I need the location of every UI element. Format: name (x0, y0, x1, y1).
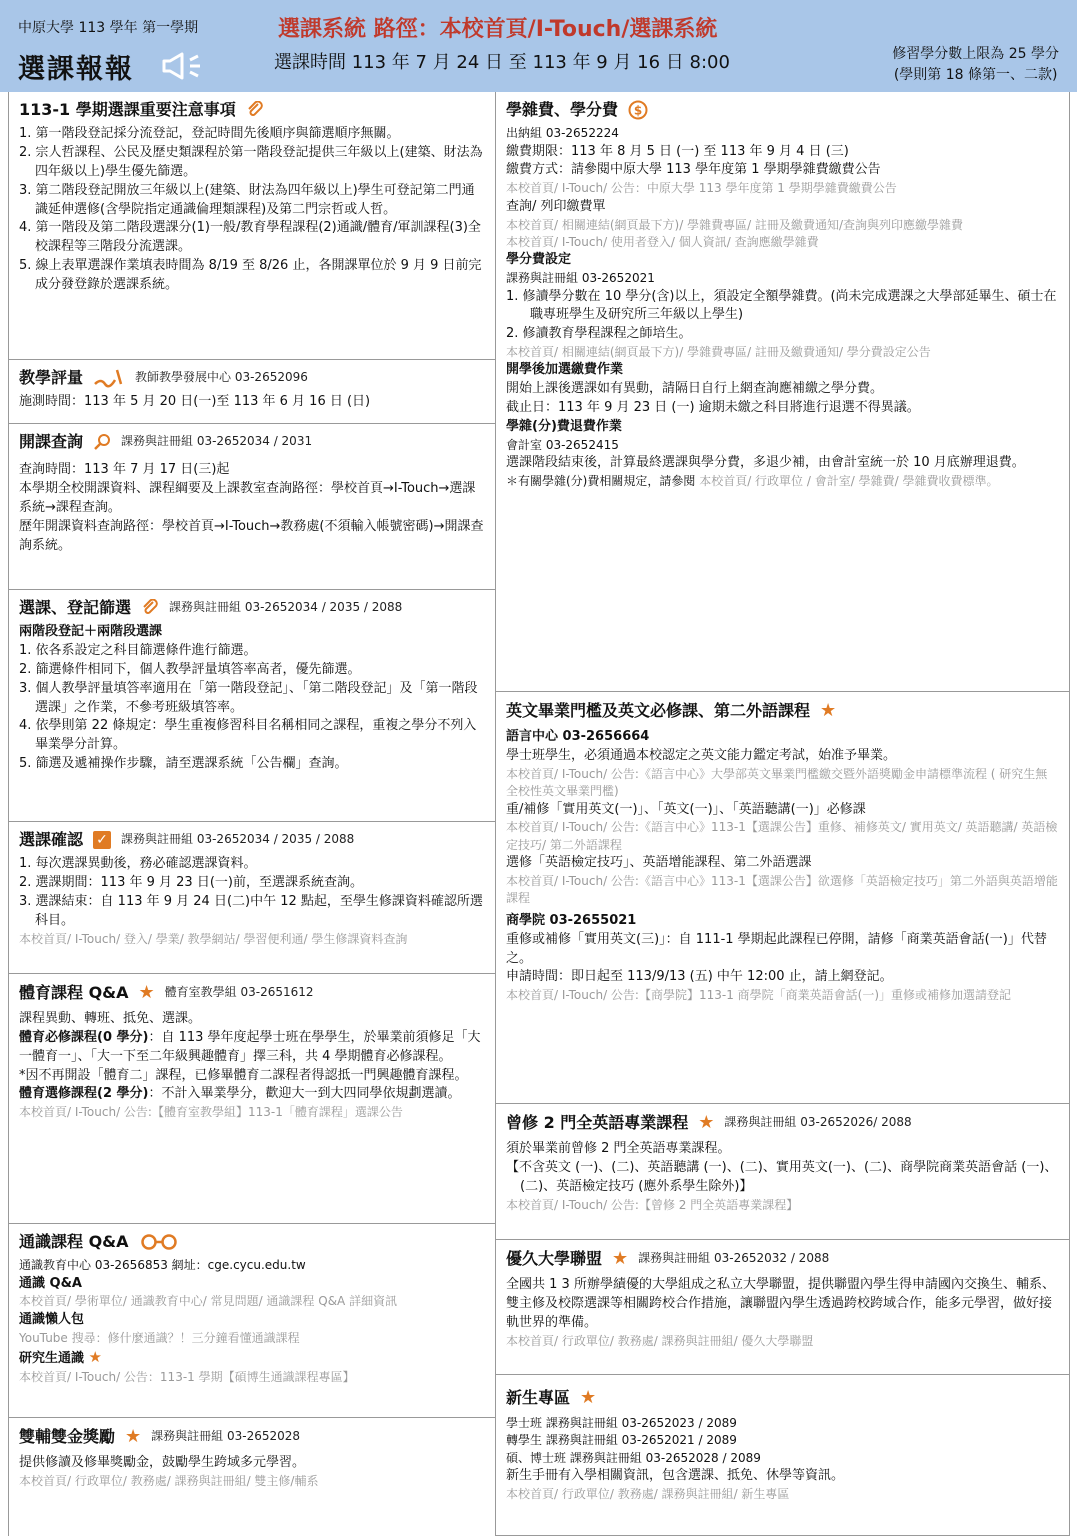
freshman-line: 新生手冊有入學相關資訊，包含選課、抵免、休學等資訊。 (506, 1468, 845, 1484)
confirm-path[interactable]: 本校首頁/ I-Touch/ 登入/ 學業/ 教學網站/ 學習便利通/ 學生修課資料查詢 (19, 931, 408, 946)
star-icon: ★ (580, 1387, 597, 1408)
fees-print-path[interactable]: 本校首頁/ I-Touch/ 使用者登入/ 個人資訊/ 查詢應繳學雜費 (506, 234, 819, 249)
emi-title-row (506, 1110, 1059, 1136)
freshman-line: 轉學生 課務與註冊組 03-2652021 / 2089 (506, 1433, 737, 1448)
english-biz-label: 商學院 03-2655021 (506, 912, 637, 928)
emi-exclusions: 【不含英文 (一)、(二)、英語聽講 (一)、(二)、實用英文(一)、(二)、商學院商業英語會話 (一)、(二)、英語檢定技巧 (應外系學生除外)】 (506, 1159, 1058, 1194)
emi-section (496, 1104, 1069, 1240)
confirm-org: 課務與註冊組 03-2652034 / 2035 / 2088 (121, 831, 355, 846)
course-query-title: 開課查詢 (19, 432, 84, 451)
evaluation-time: 施測時間：113 年 5 月 20 日(一)至 113 年 6 月 16 日 (日) (19, 394, 371, 410)
list-item: 2. 選課期間：113 年 9 月 23 日(一)前，至選課系統查詢。 (19, 875, 363, 891)
pe-elective-label: 體育選修課程(2 學分) (19, 1086, 149, 1102)
header (0, 0, 1077, 92)
double-line: 提供修讀及修畢獎勵金，鼓勵學生跨域多元學習。 (19, 1455, 306, 1471)
fees-refund-line: 選課階段結束後，計算最終選課與學分費，多退少補，由會計室統一於 10 月底辦理退費。 (506, 455, 1025, 471)
course-query-title-row (19, 430, 485, 453)
english-path[interactable]: 本校首頁/ I-Touch/ 公告:《語言中心》大學部英文畢業門檻繳交暨外語獎勵金申請標準流程 ( 研究生無全校性英文畢業門檻) (506, 766, 1048, 799)
freshman-title: 新生專區 (506, 1388, 571, 1408)
paperclip-icon (141, 599, 159, 617)
ge-pack-path[interactable]: YouTube 搜尋：修什麼通識？！三分鐘看懂通識課程 (19, 1330, 300, 1345)
megaphone-icon (160, 50, 206, 82)
double-title: 雙輔雙金獎勵 (19, 1427, 116, 1447)
ge-title-row (19, 1230, 485, 1253)
emi-line: 須於畢業前曾修 2 門全英語專業課程。 (506, 1141, 731, 1157)
english-retake-path[interactable]: 本校首頁/ I-Touch/ 公告:《語言中心》113-1【選課公告】重修、補修英文/ 實用英文/ 英語聽講/ 英語檢定技巧/ 第二外語課程 (506, 820, 1058, 852)
system-path: 選課系統 路徑：本校首頁/I-Touch/選課系統 (278, 17, 718, 42)
alliance-line: 全國共 1 3 所辦學績優的大學組成之私立大學聯盟，提供聯盟內學生得申請國內交換生、輔系、雙主修及校際選課等相關跨校合作措施，讓聯盟內學生透過跨校跨域合作，能多元學習，做好接軌世界的準備。 (506, 1277, 1055, 1330)
list-item: 1. 修讀學分數在 10 學分(含)以上，須設定全額學雜費。(尚未完成選課之大學部延畢生、碩士在職專班學生及研究所三年級以上學生) (506, 288, 1057, 323)
left-column (8, 92, 496, 1536)
register-org: 課務與註冊組 03-2652034 / 2035 / 2088 (169, 599, 403, 614)
english-biz-apply: 申請時間：即日起至 113/9/13 (五) 中午 12:00 止，請上網登記。 (506, 969, 893, 985)
magnifier-icon (93, 433, 111, 451)
fees-credit-label: 學分費設定 (506, 252, 572, 268)
english-title: 英文畢業門檻及英文必修課、第二外語課程 (506, 701, 811, 721)
fees-print-path[interactable]: 本校首頁/ 相關連結(網頁最下方)/ 學雜費專區/ 註冊及繳費通知/查詢與列印應繳學雜費 (506, 217, 963, 232)
list-item: 4. 依學則第 22 條規定：學生重複修習科目名稱相同之課程，重複之學分不列入畢業學分計算。 (19, 718, 477, 753)
fees-refund-note-row (506, 473, 1059, 490)
english-elective-label: 選修「英語檢定技巧」、英語增能課程、第二外語選課 (506, 855, 812, 871)
course-query-line: 本學期全校開課資料、課程綱要及上課教室查詢路徑：學校首頁→I-Touch→選課系統→課程查詢。 (19, 481, 476, 515)
credit-rule-text: (學則第 18 條第一、二款) (893, 67, 1058, 83)
pe-org: 體育室教學組 03-2651612 (164, 985, 314, 1000)
list-item: 2. 修讀教育學程課程之師培生。 (506, 326, 692, 342)
english-biz-line: 重修或補修「實用英文(三)」：自 111-1 學期起此課程已停開，請修「商業英語會話(一)」代替之。 (506, 931, 1047, 966)
list-item: 3. 第二階段登記開放三年級以上(建築、財法為四年級以上)學生可登記第二門通識延伸選修(含學院指定通識倫理類課程)及第二門宗哲或人哲。 (19, 182, 475, 217)
fees-title: 學雜費、學分費 (506, 100, 619, 119)
freshman-line: 碩、博士班 課務與註冊組 03-2652028 / 2089 (506, 1450, 761, 1465)
fees-refund-label: 學雜(分)費退費作業 (506, 418, 622, 434)
fees-after-label: 開學後加選繳費作業 (506, 362, 624, 378)
english-center: 語言中心 03-2656664 (506, 729, 650, 745)
pe-section (9, 974, 495, 1224)
paperclip-icon (246, 101, 264, 119)
english-elective-path[interactable]: 本校首頁/ I-Touch/ 公告:《語言中心》113-1【選課公告】欲選修「英語檢定技巧」第二外語與英語增能課程 (506, 874, 1058, 906)
notice-section (9, 92, 495, 360)
freshman-title-row (506, 1385, 1059, 1411)
fees-section (496, 92, 1069, 692)
dollar-icon (628, 100, 648, 120)
alliance-title: 優久大學聯盟 (506, 1249, 603, 1269)
list-item: 1. 第一階段登記採分流登記，登記時間先後順序與篩選順序無關。 (19, 126, 400, 142)
course-query-line: 查詢時間：113 年 7 月 17 日(三)起 (19, 462, 230, 478)
star-icon: ★ (698, 1112, 715, 1133)
pe-elective-text: ：不計入畢業學分，歡迎大一到大四同學依規劃選讀。 (148, 1086, 461, 1102)
star-icon: ★ (820, 700, 837, 721)
english-biz-path[interactable]: 本校首頁/ I-Touch/ 公告:【商學院】113-1 商學院「商業英語會話(一)」重修或補修加選請登記 (506, 988, 1012, 1003)
fees-title-row (506, 98, 1059, 121)
list-item: 2. 宗人哲課程、公民及歷史類課程於第一階段登記提供三年級以上(建築、財法為四年級以上)學生優先篩選。 (19, 145, 483, 179)
register-title: 選課、登記篩選 (19, 598, 132, 617)
confirm-section (9, 822, 495, 974)
double-path[interactable]: 本校首頁/ 行政單位/ 教務處/ 課務與註冊組/ 雙主修/輔系 (19, 1473, 319, 1488)
list-item: 5. 線上表單選課作業填表時間為 8/19 至 8/26 止，各開課單位於 9 月 9 日前完成分發登錄於選課系統。 (19, 258, 482, 292)
fees-method-path[interactable]: 本校首頁/ I-Touch/ 公告：中原大學 113 學年度第 1 學期學雜費繳費公告 (506, 181, 897, 196)
register-section (9, 590, 495, 822)
fees-refund-note-path[interactable]: 本校首頁/ 行政單位 / 會計室/ 學雜費/ 學雜費收費標準。 (699, 474, 999, 489)
pe-required (19, 1029, 485, 1067)
ge-grad-label: 研究生通識 (19, 1351, 85, 1367)
english-line: 學士班學生，必須通過本校認定之英文能力鑑定考試，始准予畢業。 (506, 747, 897, 763)
star-icon: ★ (138, 982, 155, 1003)
semester-label: 中原大學 113 學年 第一學期 (18, 20, 199, 36)
ge-grad-row (19, 1347, 485, 1369)
list-item: 2. 篩選條件相同下，個人教學評量填答率高者，優先篩選。 (19, 661, 361, 677)
pe-elective (19, 1085, 485, 1104)
list-item: 1. 每次選課異動後，務必確認選課資料。 (19, 856, 257, 872)
register-list (19, 642, 485, 774)
alliance-org: 課務與註冊組 03-2652032 / 2088 (638, 1251, 830, 1266)
list-item: 3. 個人教學評量填答率適用在「第一階段登記」、「第二階段登記」及「第一階段選課」之作業，不參考班級填答率。 (19, 680, 478, 715)
pe-title: 體育課程 Q&A (19, 983, 129, 1003)
fees-credit-org: 課務與註冊組 03-2652021 (506, 271, 655, 286)
notice-list (19, 125, 485, 295)
register-subtitle: 兩階段登記＋兩階段選課 (19, 624, 163, 640)
course-query-org: 課務與註冊組 03-2652034 / 2031 (121, 433, 313, 448)
pe-path[interactable]: 本校首頁/ I-Touch/ 公告:【體育室教學組】113-1「體育課程」選課公告 (19, 1105, 403, 1120)
pe-line: 課程異動、轉班、抵免、選課。 (19, 1011, 202, 1027)
list-item: 4. 第一階段及第二階段選課分(1)一般/教育學程課程(2)通識/體育/軍訓課程(3)全校課程等三階段分流選課。 (19, 220, 481, 255)
fees-refund-note: ＊有關學雜(分)費相關規定，請參閱 (506, 474, 696, 489)
fees-refund-org: 會計室 03-2652415 (506, 437, 619, 452)
evaluation-section (9, 360, 495, 424)
page-title: 選課報報 (18, 54, 134, 85)
star-icon: ★ (125, 1426, 142, 1447)
english-retake-label: 重/補修「實用英文(一)」、「英文(一)」、「英語聽講(一)」必修課 (506, 801, 866, 817)
list-item: 1. 依各系設定之科目篩選條件進行篩選。 (19, 643, 257, 659)
course-query-section (9, 424, 495, 590)
alliance-title-row (506, 1246, 1059, 1272)
pen-stroke-icon (93, 368, 125, 388)
evaluation-title-row (19, 366, 485, 389)
course-query-line: 歷年開課資料查詢路徑：學校首頁→I-Touch→教務處(不須輸入帳號密碼)→開課查詢系統。 (19, 518, 484, 553)
ge-title: 通識課程 Q&A (19, 1232, 129, 1251)
ge-center: 通識教育中心 03-2656853 網址：cge.cycu.edu.tw (19, 1258, 306, 1273)
notice-title: 113-1 學期選課重要注意事項 (19, 100, 236, 119)
fees-print-label: 查詢/ 列印繳費單 (506, 198, 606, 214)
double-title-row (19, 1424, 485, 1450)
pe-title-row (19, 980, 485, 1006)
credit-limit-text: 修習學分數上限為 25 學分 (892, 46, 1059, 62)
svg-text:$: $ (633, 103, 643, 118)
confirm-list (19, 855, 485, 930)
notice-title-row (19, 98, 485, 121)
alliance-path[interactable]: 本校首頁/ 行政單位/ 教務處/ 課務與註冊組/ 優久大學聯盟 (506, 1333, 814, 1348)
freshman-line: 學士班 課務與註冊組 03-2652023 / 2089 (506, 1416, 737, 1431)
fees-method: 繳費方式：請參閱中原大學 113 學年度第 1 學期學雜費繳費公告 (506, 162, 881, 178)
fees-credit-path[interactable]: 本校首頁/ 相關連結(網頁最下方)/ 學雜費專區/ 註冊及繳費通知/ 學分費設定公告 (506, 345, 931, 360)
double-section (9, 1418, 495, 1536)
confirm-title-row (19, 828, 485, 851)
double-org: 課務與註冊組 03-2652028 (151, 1429, 301, 1444)
evaluation-title: 教學評量 (19, 368, 84, 387)
list-item: 5. 篩選及遞補操作步驟，請至選課系統「公告欄」查詢。 (19, 756, 348, 772)
freshman-section (496, 1375, 1069, 1536)
credit-limit (892, 44, 1059, 86)
register-title-row (19, 596, 485, 619)
star-icon: ★ (612, 1248, 629, 1269)
selection-time: 選課時間 113 年 7 月 24 日 至 113 年 9 月 16 日 8:00 (274, 52, 730, 73)
ge-section (9, 1224, 495, 1418)
list-item: 3. 選課結束：自 113 年 9 月 24 日(二)中午 12 點起，至學生修課資料確認所選科目。 (19, 893, 483, 928)
english-section (496, 692, 1069, 1104)
star-icon: ★ (88, 1348, 102, 1367)
alliance-section (496, 1240, 1069, 1375)
emi-path[interactable]: 本校首頁/ I-Touch/ 公告:【曾修 2 門全英語專業課程】 (506, 1197, 799, 1212)
confirm-title: 選課確認 (19, 830, 84, 849)
checkbox-icon: ✓ (93, 831, 111, 849)
pe-note: *因不再開設「體育二」課程，已修畢體育二課程者得認抵一門興趣體育課程。 (19, 1067, 468, 1083)
ge-grad-path[interactable]: 本校首頁/ I-Touch/ 公告：113-1 學期【碩博生通識課程專區】 (19, 1369, 355, 1384)
ge-qa-label: 通識 Q&A (19, 1275, 82, 1291)
fees-after-deadline: 截止日：113 年 9 月 23 日 (一) 逾期未繳之科目將進行退選不得異議。 (506, 400, 920, 416)
fees-period: 繳費期限：113 年 8 月 5 日 (一) 至 113 年 9 月 4 日 (三) (506, 143, 849, 159)
ge-qa-path[interactable]: 本校首頁/ 學術單位/ 通識教育中心/ 常見問題/ 通識課程 Q&A 詳細資訊 (19, 1294, 398, 1309)
emi-title: 曾修 2 門全英語專業課程 (506, 1113, 689, 1133)
fees-after-line: 開始上課後選課如有異動，請隔日自行上網查詢應補繳之學分費。 (506, 381, 884, 397)
ge-pack-label: 通識懶人包 (19, 1311, 85, 1327)
right-column (496, 92, 1070, 1536)
glasses-icon (139, 1233, 179, 1251)
evaluation-org: 教師教學發展中心 03-2652096 (135, 369, 308, 384)
pe-required-text: ：自 113 學年度起學士班在學學生，於畢業前須修足「大一體育一」、「大一下至二年級興趣體育」擇三科，共 4 學期體育必修課程。 (19, 1029, 481, 1064)
pe-required-label: 體育必修課程(0 學分) (19, 1029, 149, 1045)
freshman-path[interactable]: 本校首頁/ 行政單位/ 教務處/ 課務與註冊組/ 新生專區 (506, 1487, 790, 1502)
emi-org: 課務與註冊組 03-2652026/ 2088 (724, 1115, 912, 1130)
fees-org: 出納組 03-2652224 (506, 126, 619, 141)
english-title-row (506, 698, 1059, 724)
